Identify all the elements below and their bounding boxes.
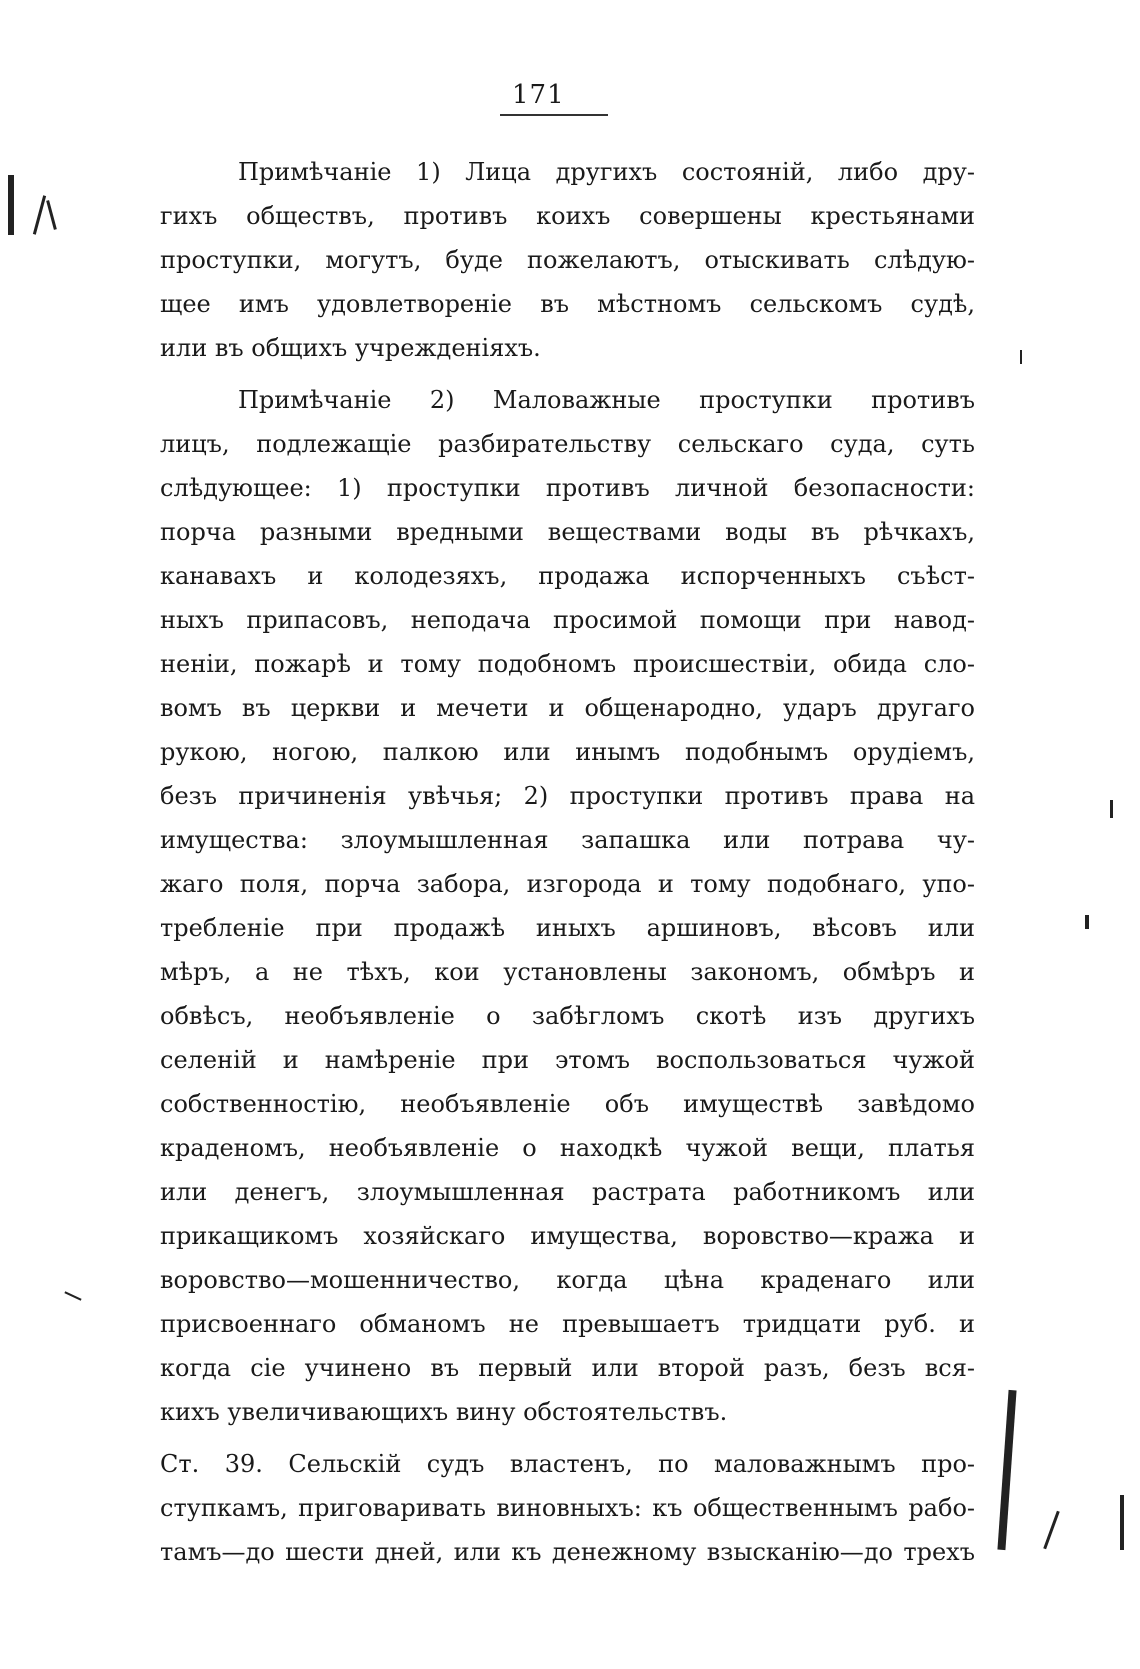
text-line: имущества: злоумышленная запашка или потрава чу- (160, 826, 975, 854)
text-line: Примѣчаніе 2) Маловажные проступки противъ (238, 386, 975, 414)
text-line: щее имъ удовлетвореніе въ мѣстномъ сельскомъ судѣ, (160, 290, 975, 318)
scan-mark (64, 1291, 81, 1300)
text-line: обвѣсъ, необъявленіе о забѣгломъ скотѣ изъ другихъ (160, 1002, 975, 1030)
text-line: гихъ обществъ, противъ коихъ совершены крестьянами (160, 202, 975, 230)
text-line: краденомъ, необъявленіе о находкѣ чужой вещи, платья (160, 1134, 975, 1162)
text-line: неніи, пожарѣ и тому подобномъ происшествіи, обида сло- (160, 650, 975, 678)
scan-mark (8, 175, 14, 235)
text-line: Ст. 39. Сельскій судъ властенъ, по маловажнымъ про- (160, 1450, 975, 1478)
text-line: требленіе при продажѣ иныхъ аршиновъ, вѣсовъ или (160, 914, 975, 942)
scan-mark (1120, 1495, 1124, 1550)
scan-mark (1043, 1511, 1060, 1550)
text-line: жаго поля, порча забора, изгорода и тому подобнаго, упо- (160, 870, 975, 898)
page-number: 171 (512, 80, 565, 110)
text-line: проступки, могутъ, буде пожелаютъ, отыскивать слѣдую- (160, 246, 975, 274)
text-line: слѣдующее: 1) проступки противъ личной безопасности: (160, 474, 975, 502)
scan-mark (997, 1390, 1016, 1550)
paragraph-gap (160, 370, 975, 378)
text-line: порча разными вредными веществами воды въ рѣчкахъ, (160, 518, 975, 546)
text-line: собственностію, необъявленіе объ имуществѣ завѣдомо (160, 1090, 975, 1118)
page-number-rule (500, 114, 608, 116)
text-line: кихъ увеличивающихъ вину обстоятельствъ. (160, 1398, 728, 1426)
text-line: ступкамъ, приговаривать виновныхъ: къ общественнымъ рабо- (160, 1494, 975, 1522)
paragraph-gap (160, 1434, 975, 1442)
text-line: мѣръ, а не тѣхъ, кои установлены закономъ, обмѣръ и (160, 958, 975, 986)
text-block (160, 150, 975, 1574)
text-line: воровство—мошенничество, когда цѣна краденаго или (160, 1266, 975, 1294)
text-line: или денегъ, злоумышленная растрата работникомъ или (160, 1178, 975, 1206)
text-line: лицъ, подлежащіе разбирательству сельскаго суда, суть (160, 430, 975, 458)
text-line: тамъ—до шести дней, или къ денежному взысканію—до трехъ (160, 1538, 975, 1566)
scan-mark (1110, 800, 1113, 818)
scan-mark (33, 195, 46, 234)
text-line: присвоеннаго обманомъ не превышаетъ тридцати руб. и (160, 1310, 975, 1338)
text-line: прикащикомъ хозяйскаго имущества, воровство—кража и (160, 1222, 975, 1250)
scan-mark (1085, 915, 1089, 929)
text-line: селеній и намѣреніе при этомъ воспользоваться чужой (160, 1046, 975, 1074)
text-line: рукою, ногою, палкою или инымъ подобнымъ орудіемъ, (160, 738, 975, 766)
note-1-paragraph (160, 150, 975, 370)
text-line: безъ причиненія увѣчья; 2) проступки противъ права на (160, 782, 975, 810)
text-line: ныхъ припасовъ, неподача просимой помощи при навод- (160, 606, 975, 634)
text-line: канавахъ и колодезяхъ, продажа испорченныхъ съѣст- (160, 562, 975, 590)
article-39-paragraph (160, 1442, 975, 1574)
text-line: или въ общихъ учрежденіяхъ. (160, 334, 541, 362)
text-line: вомъ въ церкви и мечети и общенародно, ударъ другаго (160, 694, 975, 722)
scan-mark (1020, 350, 1022, 364)
scan-mark (46, 200, 57, 230)
text-line: когда сіе учинено въ первый или второй разъ, безъ вся- (160, 1354, 975, 1382)
text-line: Примѣчаніе 1) Лица другихъ состояній, либо дру- (238, 158, 975, 186)
note-2-paragraph (160, 378, 975, 1434)
